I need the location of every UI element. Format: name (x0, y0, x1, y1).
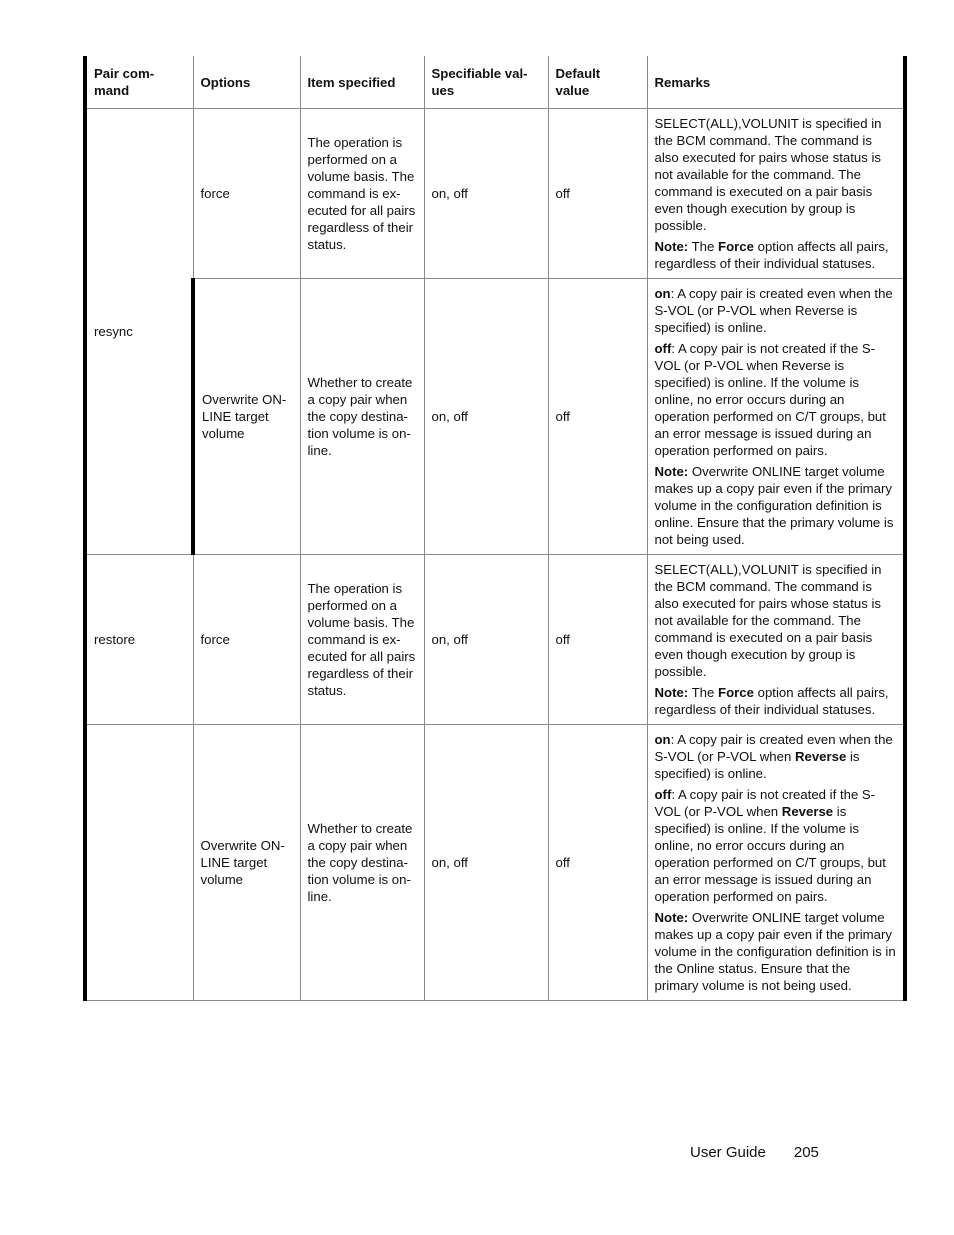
remarks-note: Note: Overwrite ONLINE target volume makes up a copy pair even if the primary volume in the configuration definition is online. Ensure that the primary volume is not being used. (654, 464, 894, 547)
keyword: Force (718, 239, 754, 254)
header-remarks: Remarks (647, 56, 905, 109)
pair-command-cell: restore (85, 555, 193, 725)
page-footer (690, 1143, 819, 1163)
keyword: Reverse (781, 804, 834, 819)
remarks-paragraph: on: A copy pair is created even when the S-VOL (or P-VOL when Reverse is specified) is online. (654, 732, 893, 781)
remarks-note: Note: The Force option affects all pairs, regardless of their individual statuses. (654, 685, 889, 717)
specifiable-values-cell: on, off (424, 109, 548, 279)
note-label: Note: (654, 464, 689, 479)
option-cell: force (193, 109, 300, 279)
remarks-paragraph: on: A copy pair is created even when the S-VOL (or P-VOL when Reverse is specified) is online. (654, 286, 893, 335)
value-label: off (654, 787, 672, 802)
remarks-cell (647, 109, 905, 279)
note-label: Note: (654, 910, 689, 925)
default-value-cell: off (548, 279, 647, 555)
table-row (85, 555, 905, 725)
option-cell: Overwrite ON-LINE target volume (193, 279, 300, 555)
pair-command-cell: resync (85, 109, 193, 555)
header-specifiable-values: Specifiable val- ues (424, 56, 548, 109)
remarks-paragraph: off: A copy pair is not created if the S-VOL (or P-VOL when Reverse is specified) is online. If the volume is online, no error occurs during an operation performed on C/T groups, but an error message is issued during an operation performed on pairs. (654, 341, 886, 458)
remarks-note: Note: The Force option affects all pairs, regardless of their individual statuses. (654, 239, 889, 271)
remarks-paragraph: off: A copy pair is not created if the S-VOL (or P-VOL when Reverse is specified) is online. If the volume is online, no error occurs during an operation performed on C/T groups, but an error message is issued during an operation performed on pairs. (654, 787, 886, 904)
pair-command-options-table (83, 56, 907, 1001)
option-cell: force (193, 555, 300, 725)
table-row (85, 109, 905, 279)
table-row (85, 279, 905, 555)
remarks-paragraph: SELECT(ALL),VOLUNIT is specified in the BCM command. The command is also executed for pairs whose status is not available for the command. The command is executed on a pair basis even though execution by group is possible. (654, 116, 882, 233)
specifiable-values-cell: on, off (424, 555, 548, 725)
page-number: 205 (793, 1144, 819, 1161)
item-specified-cell: Whether to create a copy pair when the copy destina-tion volume is on-line. (300, 725, 424, 1001)
header-pair-command: Pair com- mand (85, 56, 193, 109)
default-value-cell: off (548, 555, 647, 725)
item-specified-cell: Whether to create a copy pair when the copy destina-tion volume is on-line. (300, 279, 424, 555)
specifiable-values-cell: on, off (424, 725, 548, 1001)
value-label: on (654, 732, 671, 747)
value-label: off (654, 341, 672, 356)
remarks-cell (647, 725, 905, 1001)
default-value-cell: off (548, 109, 647, 279)
header-item-specified: Item specified (300, 56, 424, 109)
pair-command-cell (85, 725, 193, 1001)
value-label: on (654, 286, 671, 301)
item-specified-cell: The operation is performed on a volume basis. The command is ex-ecuted for all pairs regardless of their status. (300, 109, 424, 279)
table-header-row (85, 56, 905, 109)
note-label: Note: (654, 685, 689, 700)
keyword: Reverse (794, 749, 847, 764)
item-specified-cell: The operation is performed on a volume basis. The command is ex-ecuted for all pairs regardless of their status. (300, 555, 424, 725)
keyword: Force (718, 685, 754, 700)
header-options: Options (193, 56, 300, 109)
specifiable-values-cell: on, off (424, 279, 548, 555)
header-default-value: Default value (548, 56, 647, 109)
remarks-paragraph: SELECT(ALL),VOLUNIT is specified in the BCM command. The command is also executed for pairs whose status is not available for the command. The command is executed on a pair basis even though execution by group is possible. (654, 562, 882, 679)
footer-label: User Guide (690, 1144, 766, 1161)
remarks-cell (647, 279, 905, 555)
default-value-cell: off (548, 725, 647, 1001)
remarks-note: Note: Overwrite ONLINE target volume makes up a copy pair even if the primary volume in the configuration definition is in the Online status. Ensure that the primary volume is not being used. (654, 910, 896, 993)
option-cell: Overwrite ON-LINE target volume (193, 725, 300, 1001)
note-label: Note: (654, 239, 689, 254)
table-row (85, 725, 905, 1001)
remarks-cell (647, 555, 905, 725)
